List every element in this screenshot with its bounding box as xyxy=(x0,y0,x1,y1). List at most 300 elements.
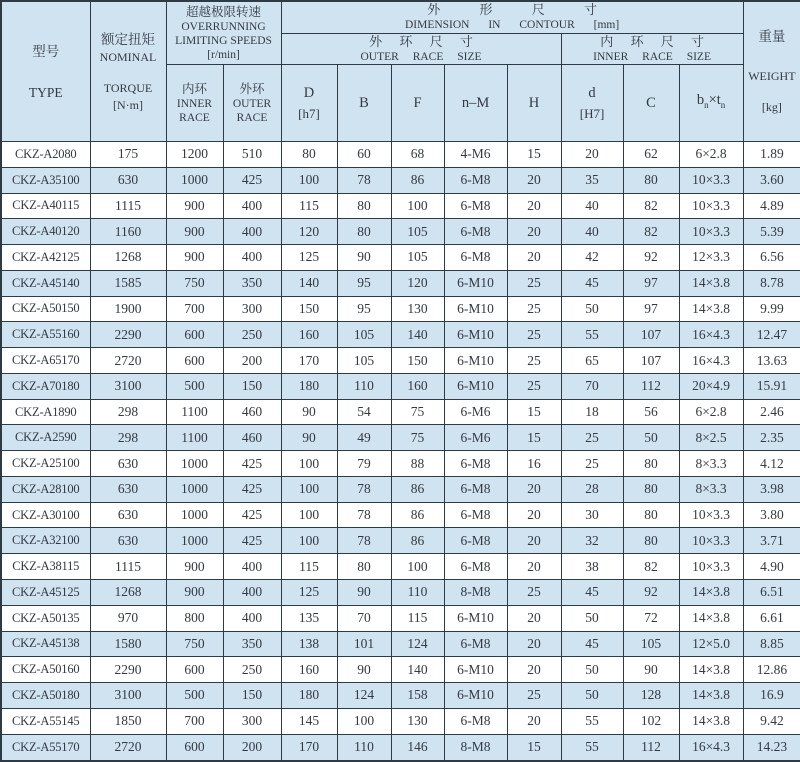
cell-inner-speed: 900 xyxy=(166,580,223,606)
cell-F: 105 xyxy=(391,219,444,245)
header-outer-race-size-zh: 外 环 尺 寸 xyxy=(369,34,480,49)
cell-bn-tn: 8×3.3 xyxy=(679,476,743,502)
cell-type: CKZ-A50180 xyxy=(1,683,90,709)
cell-d: 50 xyxy=(561,657,623,683)
table-row xyxy=(1,142,800,168)
cell-n-M: 8-M8 xyxy=(444,580,507,606)
cell-D: 140 xyxy=(281,270,337,296)
cell-inner-speed: 900 xyxy=(166,219,223,245)
cell-weight: 14.23 xyxy=(743,734,800,761)
header-col-bt: $b_n\times t_n$ xyxy=(679,65,743,142)
cell-outer-speed: 425 xyxy=(223,167,281,193)
table-row xyxy=(1,734,800,761)
cell-outer-speed: 400 xyxy=(223,605,281,631)
cell-C: 80 xyxy=(623,528,679,554)
header-inner-race-size xyxy=(561,34,743,65)
cell-d: 70 xyxy=(561,373,623,399)
table-row xyxy=(1,476,800,502)
cell-outer-speed: 350 xyxy=(223,270,281,296)
header-weight xyxy=(743,1,800,142)
cell-type: CKZ-A25100 xyxy=(1,451,90,477)
header-inner-race: 内环 INNER RACE xyxy=(166,65,223,142)
table-row xyxy=(1,296,800,322)
cell-inner-speed: 600 xyxy=(166,657,223,683)
cell-d: 25 xyxy=(561,425,623,451)
table-row xyxy=(1,399,800,425)
table-row xyxy=(1,657,800,683)
cell-type: CKZ-A2590 xyxy=(1,425,90,451)
cell-B: 49 xyxy=(337,425,391,451)
cell-H: 25 xyxy=(507,296,561,322)
cell-torque: 1268 xyxy=(90,245,166,271)
cell-B: 80 xyxy=(337,219,391,245)
cell-inner-speed: 750 xyxy=(166,270,223,296)
cell-C: 72 xyxy=(623,605,679,631)
cell-F: 86 xyxy=(391,167,444,193)
cell-d: 55 xyxy=(561,734,623,761)
table-row xyxy=(1,193,800,219)
cell-torque: 630 xyxy=(90,502,166,528)
cell-H: 15 xyxy=(507,734,561,761)
cell-type: CKZ-A40120 xyxy=(1,219,90,245)
cell-n-M: 6-M10 xyxy=(444,296,507,322)
cell-torque: 970 xyxy=(90,605,166,631)
cell-bn-tn: 10×3.3 xyxy=(679,167,743,193)
cell-torque: 1850 xyxy=(90,708,166,734)
cell-F: 115 xyxy=(391,605,444,631)
cell-type: CKZ-A50160 xyxy=(1,657,90,683)
cell-outer-speed: 460 xyxy=(223,425,281,451)
cell-bn-tn: 14×3.8 xyxy=(679,683,743,709)
cell-torque: 1115 xyxy=(90,554,166,580)
cell-bn-tn: 14×3.8 xyxy=(679,708,743,734)
cell-bn-tn: 14×3.8 xyxy=(679,657,743,683)
cell-C: 82 xyxy=(623,193,679,219)
cell-type: CKZ-A55145 xyxy=(1,708,90,734)
cell-type: CKZ-A2080 xyxy=(1,142,90,168)
table-row xyxy=(1,245,800,271)
cell-C: 107 xyxy=(623,322,679,348)
cell-D: 80 xyxy=(281,142,337,168)
cell-C: 107 xyxy=(623,348,679,374)
table-row xyxy=(1,270,800,296)
cell-C: 82 xyxy=(623,219,679,245)
cell-D: 100 xyxy=(281,502,337,528)
header-speeds xyxy=(166,1,281,65)
header-col-D: D [h7] xyxy=(281,65,337,142)
cell-B: 110 xyxy=(337,734,391,761)
cell-B: 95 xyxy=(337,296,391,322)
cell-F: 105 xyxy=(391,245,444,271)
cell-n-M: 6-M8 xyxy=(444,219,507,245)
header-torque-zh: 额定扭矩 xyxy=(101,31,155,47)
cell-F: 124 xyxy=(391,631,444,657)
cell-weight: 6.56 xyxy=(743,245,800,271)
cell-D: 115 xyxy=(281,193,337,219)
cell-weight: 4.12 xyxy=(743,451,800,477)
cell-inner-speed: 700 xyxy=(166,296,223,322)
cell-inner-speed: 1000 xyxy=(166,528,223,554)
cell-B: 105 xyxy=(337,348,391,374)
cell-n-M: 6-M10 xyxy=(444,373,507,399)
header-torque xyxy=(90,1,166,142)
cell-weight: 15.91 xyxy=(743,373,800,399)
header-weight-unit: [kg] xyxy=(761,100,782,114)
cell-type: CKZ-A55160 xyxy=(1,322,90,348)
cell-inner-speed: 500 xyxy=(166,683,223,709)
cell-B: 90 xyxy=(337,245,391,271)
cell-d: 50 xyxy=(561,605,623,631)
cell-weight: 9.99 xyxy=(743,296,800,322)
cell-B: 60 xyxy=(337,142,391,168)
cell-D: 135 xyxy=(281,605,337,631)
cell-n-M: 6-M10 xyxy=(444,348,507,374)
header-weight-en: WEIGHT xyxy=(748,69,796,83)
table-row xyxy=(1,167,800,193)
cell-weight: 4.89 xyxy=(743,193,800,219)
cell-weight: 12.47 xyxy=(743,322,800,348)
cell-n-M: 6-M8 xyxy=(444,451,507,477)
cell-inner-speed: 600 xyxy=(166,734,223,761)
cell-F: 140 xyxy=(391,322,444,348)
cell-C: 80 xyxy=(623,167,679,193)
cell-B: 80 xyxy=(337,554,391,580)
cell-D: 100 xyxy=(281,167,337,193)
cell-bn-tn: 8×2.5 xyxy=(679,425,743,451)
cell-F: 146 xyxy=(391,734,444,761)
header-outer-race-size-en: OUTER RACE SIZE xyxy=(360,51,482,63)
cell-H: 15 xyxy=(507,425,561,451)
cell-B: 95 xyxy=(337,270,391,296)
table-header xyxy=(1,1,800,142)
header-torque-en1: NOMINAL xyxy=(99,49,157,64)
cell-type: CKZ-A1890 xyxy=(1,399,90,425)
cell-H: 25 xyxy=(507,348,561,374)
cell-d: 40 xyxy=(561,219,623,245)
cell-bn-tn: 20×4.9 xyxy=(679,373,743,399)
cell-d: 40 xyxy=(561,193,623,219)
table-row xyxy=(1,425,800,451)
cell-H: 25 xyxy=(507,683,561,709)
cell-d: 18 xyxy=(561,399,623,425)
cell-outer-speed: 300 xyxy=(223,296,281,322)
cell-bn-tn: 10×3.3 xyxy=(679,528,743,554)
cell-n-M: 6-M8 xyxy=(444,245,507,271)
header-outer-race-size xyxy=(281,34,561,65)
table-row xyxy=(1,708,800,734)
cell-weight: 3.60 xyxy=(743,167,800,193)
cell-d: 30 xyxy=(561,502,623,528)
cell-B: 54 xyxy=(337,399,391,425)
cell-D: 100 xyxy=(281,528,337,554)
cell-B: 80 xyxy=(337,193,391,219)
cell-D: 90 xyxy=(281,399,337,425)
cell-outer-speed: 400 xyxy=(223,580,281,606)
cell-bn-tn: 14×3.8 xyxy=(679,296,743,322)
cell-d: 38 xyxy=(561,554,623,580)
cell-F: 100 xyxy=(391,554,444,580)
cell-n-M: 4-M6 xyxy=(444,142,507,168)
cell-torque: 298 xyxy=(90,425,166,451)
cell-d: 65 xyxy=(561,348,623,374)
cell-B: 100 xyxy=(337,708,391,734)
cell-H: 20 xyxy=(507,476,561,502)
cell-F: 140 xyxy=(391,657,444,683)
table-row xyxy=(1,605,800,631)
cell-torque: 1900 xyxy=(90,296,166,322)
header-inner-race-size-zh: 内 环 尺 寸 xyxy=(600,34,711,49)
cell-inner-speed: 1000 xyxy=(166,502,223,528)
cell-H: 20 xyxy=(507,528,561,554)
cell-H: 25 xyxy=(507,580,561,606)
cell-C: 112 xyxy=(623,373,679,399)
cell-type: CKZ-A30100 xyxy=(1,502,90,528)
cell-outer-speed: 400 xyxy=(223,219,281,245)
header-speeds-en2: LIMITING SPEEDS xyxy=(175,34,272,47)
cell-torque: 298 xyxy=(90,399,166,425)
table-row xyxy=(1,322,800,348)
cell-D: 170 xyxy=(281,348,337,374)
cell-inner-speed: 1000 xyxy=(166,167,223,193)
cell-d: 55 xyxy=(561,322,623,348)
cell-torque: 2720 xyxy=(90,734,166,761)
cell-torque: 3100 xyxy=(90,683,166,709)
cell-torque: 1268 xyxy=(90,580,166,606)
cell-B: 78 xyxy=(337,502,391,528)
header-type-en: TYPE xyxy=(28,84,63,100)
table-body xyxy=(1,142,800,762)
table-row xyxy=(1,554,800,580)
cell-D: 115 xyxy=(281,554,337,580)
cell-H: 20 xyxy=(507,502,561,528)
cell-bn-tn: 12×5.0 xyxy=(679,631,743,657)
cell-D: 125 xyxy=(281,245,337,271)
cell-bn-tn: 14×3.8 xyxy=(679,605,743,631)
cell-H: 25 xyxy=(507,373,561,399)
cell-torque: 1115 xyxy=(90,193,166,219)
cell-n-M: 6-M10 xyxy=(444,605,507,631)
header-col-B: B xyxy=(337,65,391,142)
cell-d: 25 xyxy=(561,451,623,477)
cell-inner-speed: 750 xyxy=(166,631,223,657)
cell-D: 150 xyxy=(281,296,337,322)
cell-n-M: 6-M8 xyxy=(444,167,507,193)
cell-B: 105 xyxy=(337,322,391,348)
cell-outer-speed: 400 xyxy=(223,245,281,271)
table-row xyxy=(1,528,800,554)
cell-bn-tn: 10×3.3 xyxy=(679,502,743,528)
cell-d: 50 xyxy=(561,683,623,709)
cell-n-M: 6-M8 xyxy=(444,528,507,554)
cell-d: 45 xyxy=(561,580,623,606)
table-row xyxy=(1,631,800,657)
cell-D: 90 xyxy=(281,425,337,451)
cell-outer-speed: 425 xyxy=(223,502,281,528)
cell-C: 112 xyxy=(623,734,679,761)
header-type xyxy=(1,1,90,142)
cell-n-M: 6-M8 xyxy=(444,193,507,219)
cell-torque: 630 xyxy=(90,476,166,502)
cell-weight: 13.63 xyxy=(743,348,800,374)
header-dimension-en: DIMENSION IN CONTOUR [mm] xyxy=(404,19,620,31)
cell-bn-tn: 16×4.3 xyxy=(679,322,743,348)
cell-n-M: 6-M8 xyxy=(444,708,507,734)
cell-H: 20 xyxy=(507,708,561,734)
header-inner-race-size-en: INNER RACE SIZE xyxy=(593,51,711,63)
cell-F: 86 xyxy=(391,476,444,502)
cell-n-M: 6-M10 xyxy=(444,322,507,348)
cell-weight: 6.61 xyxy=(743,605,800,631)
cell-H: 20 xyxy=(507,554,561,580)
cell-C: 80 xyxy=(623,502,679,528)
cell-C: 97 xyxy=(623,296,679,322)
cell-outer-speed: 300 xyxy=(223,708,281,734)
cell-H: 25 xyxy=(507,270,561,296)
cell-H: 25 xyxy=(507,322,561,348)
cell-B: 79 xyxy=(337,451,391,477)
cell-B: 78 xyxy=(337,528,391,554)
cell-type: CKZ-A38115 xyxy=(1,554,90,580)
cell-outer-speed: 425 xyxy=(223,528,281,554)
cell-D: 160 xyxy=(281,322,337,348)
cell-inner-speed: 900 xyxy=(166,554,223,580)
cell-C: 105 xyxy=(623,631,679,657)
cell-B: 124 xyxy=(337,683,391,709)
cell-C: 56 xyxy=(623,399,679,425)
cell-inner-speed: 900 xyxy=(166,245,223,271)
cell-D: 160 xyxy=(281,657,337,683)
cell-weight: 8.78 xyxy=(743,270,800,296)
cell-outer-speed: 400 xyxy=(223,554,281,580)
cell-type: CKZ-A45125 xyxy=(1,580,90,606)
cell-inner-speed: 600 xyxy=(166,322,223,348)
cell-weight: 8.85 xyxy=(743,631,800,657)
cell-bn-tn: 16×4.3 xyxy=(679,348,743,374)
cell-F: 75 xyxy=(391,425,444,451)
cell-torque: 2720 xyxy=(90,348,166,374)
cell-F: 68 xyxy=(391,142,444,168)
cell-torque: 175 xyxy=(90,142,166,168)
cell-B: 90 xyxy=(337,580,391,606)
cell-torque: 3100 xyxy=(90,373,166,399)
cell-n-M: 6-M6 xyxy=(444,399,507,425)
cell-D: 100 xyxy=(281,476,337,502)
cell-F: 158 xyxy=(391,683,444,709)
cell-outer-speed: 250 xyxy=(223,657,281,683)
cell-C: 82 xyxy=(623,554,679,580)
header-col-d: d [H7] xyxy=(561,65,623,142)
cell-n-M: 6-M6 xyxy=(444,425,507,451)
cell-outer-speed: 425 xyxy=(223,451,281,477)
cell-D: 138 xyxy=(281,631,337,657)
cell-inner-speed: 1200 xyxy=(166,142,223,168)
header-torque-unit: [N·m] xyxy=(113,97,143,112)
cell-outer-speed: 250 xyxy=(223,322,281,348)
cell-outer-speed: 460 xyxy=(223,399,281,425)
header-speeds-zh: 超越极限转速 xyxy=(186,4,262,19)
header-col-C: C xyxy=(623,65,679,142)
cell-inner-speed: 1000 xyxy=(166,476,223,502)
cell-D: 180 xyxy=(281,373,337,399)
cell-outer-speed: 350 xyxy=(223,631,281,657)
cell-d: 35 xyxy=(561,167,623,193)
cell-D: 120 xyxy=(281,219,337,245)
cell-n-M: 6-M10 xyxy=(444,270,507,296)
cell-D: 125 xyxy=(281,580,337,606)
cell-H: 15 xyxy=(507,399,561,425)
cell-bn-tn: 16×4.3 xyxy=(679,734,743,761)
cell-inner-speed: 700 xyxy=(166,708,223,734)
cell-weight: 16.9 xyxy=(743,683,800,709)
cell-type: CKZ-A35100 xyxy=(1,167,90,193)
table-row xyxy=(1,373,800,399)
cell-type: CKZ-A55170 xyxy=(1,734,90,761)
cell-F: 100 xyxy=(391,193,444,219)
cell-F: 130 xyxy=(391,708,444,734)
header-col-nM: n–M xyxy=(444,65,507,142)
cell-H: 20 xyxy=(507,167,561,193)
cell-F: 86 xyxy=(391,528,444,554)
cell-bn-tn: 12×3.3 xyxy=(679,245,743,271)
header-torque-en2: TORQUE xyxy=(103,80,153,95)
table-row xyxy=(1,451,800,477)
cell-inner-speed: 600 xyxy=(166,348,223,374)
cell-weight: 3.80 xyxy=(743,502,800,528)
cell-inner-speed: 800 xyxy=(166,605,223,631)
cell-bn-tn: 6×2.8 xyxy=(679,142,743,168)
cell-outer-speed: 510 xyxy=(223,142,281,168)
cell-C: 62 xyxy=(623,142,679,168)
cell-n-M: 6-M8 xyxy=(444,554,507,580)
header-weight-zh: 重量 xyxy=(758,29,786,44)
cell-type: CKZ-A50150 xyxy=(1,296,90,322)
cell-bn-tn: 10×3.3 xyxy=(679,219,743,245)
cell-outer-speed: 200 xyxy=(223,734,281,761)
table-row xyxy=(1,348,800,374)
cell-B: 110 xyxy=(337,373,391,399)
cell-F: 160 xyxy=(391,373,444,399)
cell-type: CKZ-A32100 xyxy=(1,528,90,554)
header-dimension xyxy=(281,1,743,34)
cell-type: CKZ-A40115 xyxy=(1,193,90,219)
cell-D: 180 xyxy=(281,683,337,709)
table-row xyxy=(1,502,800,528)
cell-B: 90 xyxy=(337,657,391,683)
cell-bn-tn: 14×3.8 xyxy=(679,270,743,296)
cell-C: 92 xyxy=(623,245,679,271)
header-speeds-unit: [r/min] xyxy=(207,48,240,61)
cell-weight: 5.39 xyxy=(743,219,800,245)
cell-torque: 1585 xyxy=(90,270,166,296)
cell-n-M: 6-M10 xyxy=(444,683,507,709)
cell-bn-tn: 14×3.8 xyxy=(679,580,743,606)
cell-weight: 2.35 xyxy=(743,425,800,451)
cell-bn-tn: 10×3.3 xyxy=(679,554,743,580)
cell-type: CKZ-A45138 xyxy=(1,631,90,657)
cell-F: 75 xyxy=(391,399,444,425)
cell-weight: 3.98 xyxy=(743,476,800,502)
cell-B: 70 xyxy=(337,605,391,631)
cell-type: CKZ-A50135 xyxy=(1,605,90,631)
cell-n-M: 6-M10 xyxy=(444,657,507,683)
cell-H: 20 xyxy=(507,219,561,245)
cell-torque: 1580 xyxy=(90,631,166,657)
cell-n-M: 6-M8 xyxy=(444,476,507,502)
header-col-H: H xyxy=(507,65,561,142)
table-row xyxy=(1,219,800,245)
cell-C: 80 xyxy=(623,476,679,502)
cell-F: 120 xyxy=(391,270,444,296)
